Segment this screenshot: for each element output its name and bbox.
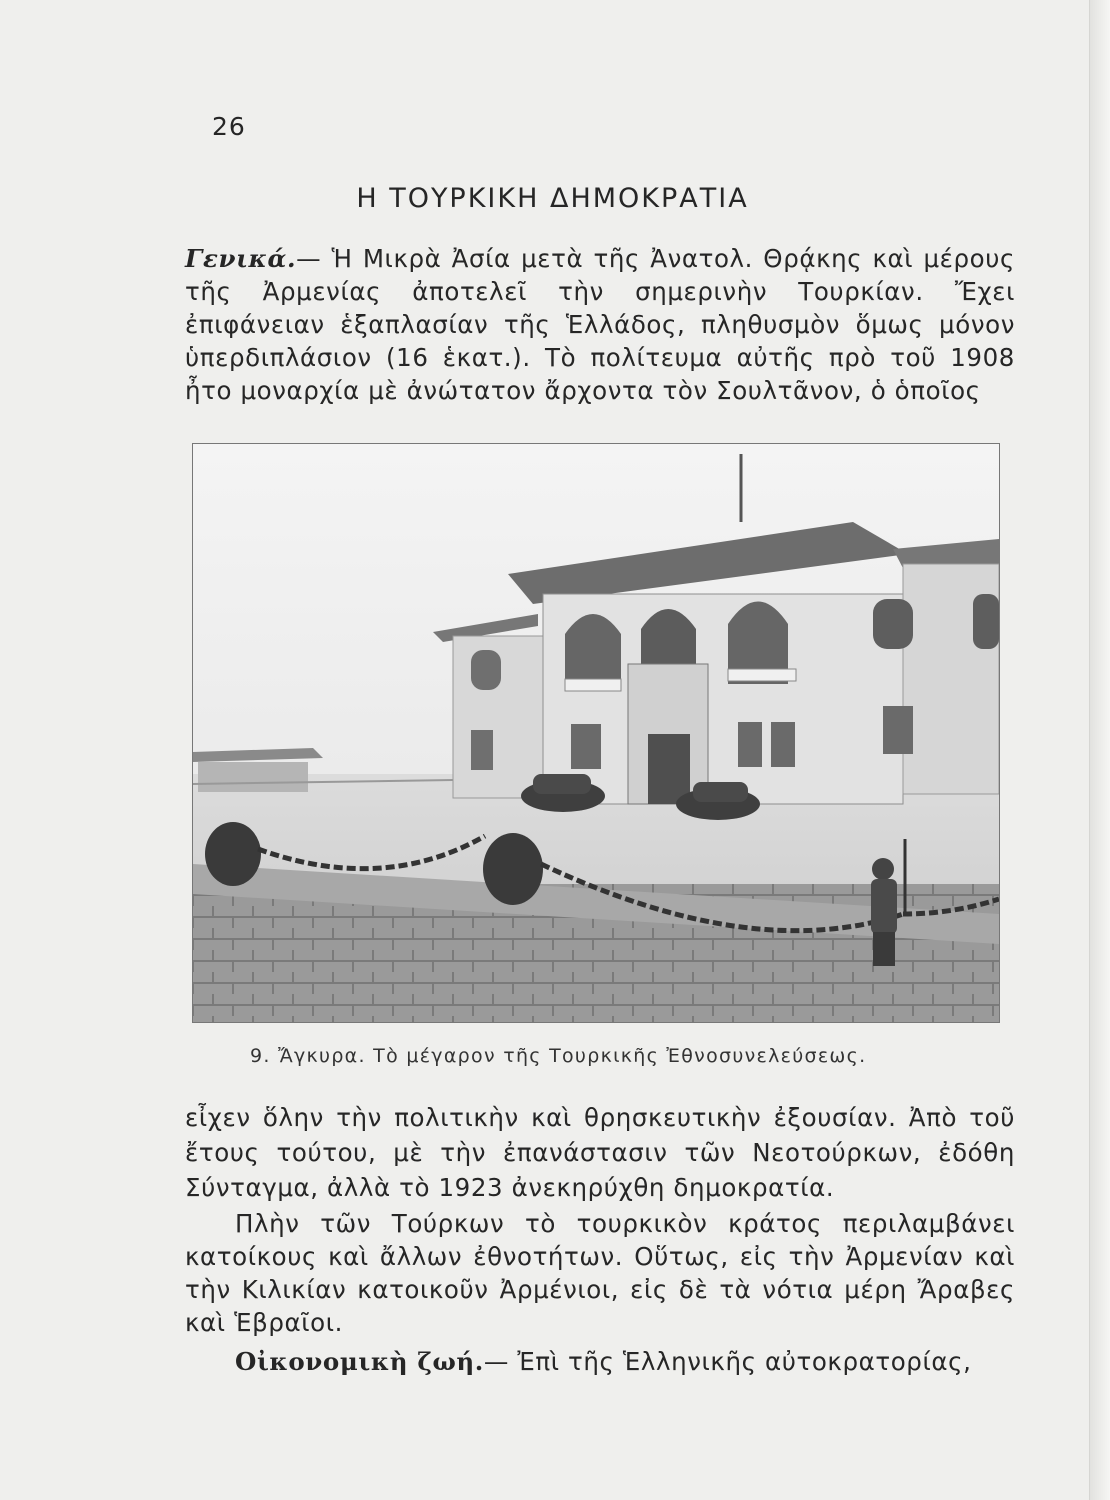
paragraph-continuation: εἶχεν ὅλην τὴν πολιτικὴν καὶ θρησκευτικὴν ἐξουσίαν. Ἀπὸ τοῦ ἔτους τούτου, μὲ τὴν ἐπανάστασιν τῶν Νεοτούρκων, ἐδόθη Σύνταγμα, ἀλλὰ τὸ 1923 ἀνεκηρύχθη δημοκρατία. xyxy=(185,1103,1015,1202)
section-lead-general: Γενικά. xyxy=(185,244,297,273)
paragraph-economy-text: — Ἐπὶ τῆς Ἑλληνικῆς αὐτοκρατορίας, xyxy=(483,1347,972,1376)
paragraph-general xyxy=(185,242,1015,407)
paragraph-economy xyxy=(185,1345,1015,1378)
page-edge xyxy=(1089,0,1110,1500)
parliament-building-photo xyxy=(193,444,999,1022)
paragraph-population: Πλὴν τῶν Τούρκων τὸ τουρκικὸν κράτος περιλαμβάνει κατοίκους καὶ ἄλλων ἐθνοτήτων. Οὕτως, εἰς τὴν Ἀρμενίαν καὶ τὴν Κιλικίαν κατοικοῦν Ἀρμένιοι, εἰς δὲ τὰ νότια μέρη Ἄραβες καὶ Ἑβραῖοι. xyxy=(185,1209,1015,1337)
chapter-title: Η ΤΟΥΡΚΙΚΗ ΔΗΜΟΚΡΑΤΙΑ xyxy=(356,183,749,214)
section-lead-economy: Οἰκονομικὴ ζωή. xyxy=(235,1347,484,1376)
figure-photo xyxy=(192,443,1000,1023)
paragraph-general-text: — Ἡ Μικρὰ Ἀσία μετὰ τῆς Ἀνατολ. Θρᾴκης καὶ μέρους τῆς Ἀρμενίας ἀποτελεῖ τὴν σημερινὴν Τουρκίαν. Ἔχει ἐπιφάνειαν ἑξαπλασίαν τῆς Ἑλλάδος, πληθυσμὸν ὅμως μόνον ὑπερδιπλάσιον (16 ἑκατ.). Τὸ πολίτευμα αὐτῆς πρὸ τοῦ 1908 ἦτο μοναρχία μὲ ἀνώτατον ἄρχοντα τὸν Σουλτᾶνον, ὁ ὁποῖος xyxy=(185,244,1015,405)
figure-caption: 9. Ἄγκυρα. Τὸ μέγαρον τῆς Τουρκικῆς Ἐθνοσυνελεύσεως. xyxy=(250,1045,867,1067)
page-number: 26 xyxy=(212,112,246,141)
